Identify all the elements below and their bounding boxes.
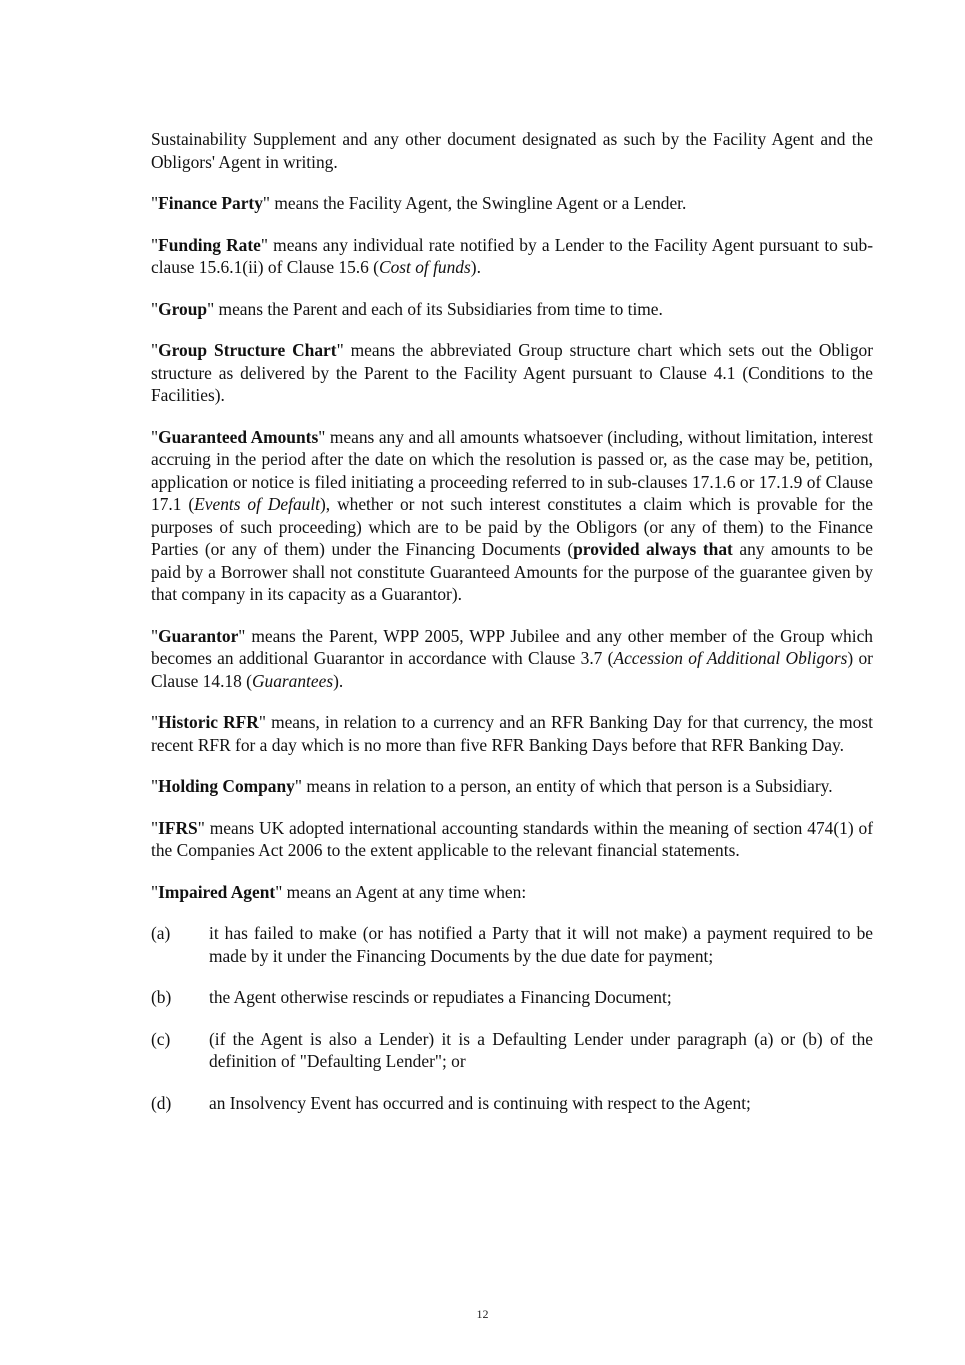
item-label: (b) (151, 987, 172, 1007)
definition-guarantor: "Guarantor" means the Parent, WPP 2005, WPP Jubilee and any other member of the Group which becomes an additional Guarantor in accordance with Clause 3.7 (Accession of Additional Obligors) or Clause 14.18 (Guarantees). (151, 625, 873, 691)
document-page (151, 128, 873, 1133)
term: Group (158, 298, 208, 319)
item-text: an Insolvency Event has occurred and is continuing with respect to the Agent; (209, 1092, 751, 1113)
page-number: 12 (476, 1307, 489, 1321)
term: Historic RFR (158, 712, 259, 732)
item-text: (if the Agent is also a Lender) it is a Defaulting Lender under paragraph (a) or (b) of the definition of "Defaulting Lender"; or (209, 1028, 873, 1071)
definition-finance-party: "Finance Party" means the Facility Agent, the Swingline Agent or a Lender. (151, 193, 687, 213)
continuation-paragraph: Sustainability Supplement and any other document designated as such by the Facility Agent and the Obligors' Agent in writing. (151, 129, 873, 172)
definition-historic-rfr: "Historic RFR" means, in relation to a currency and an RFR Banking Day for that currency, the most recent RFR for a day which is no more than five RFR Banking Days before that RFR Banking Day. (151, 712, 873, 755)
item-label: (d) (151, 1092, 172, 1113)
definition-holding-company: "Holding Company" means in relation to a person, an entity of which that person is a Subsidiary. (151, 776, 833, 796)
term: Finance Party (158, 193, 263, 213)
term: IFRS (158, 817, 198, 838)
item-text: the Agent otherwise rescinds or repudiates a Financing Document; (209, 987, 672, 1007)
definition-group: "Group" means the Parent and each of its Subsidiaries from time to time. (151, 298, 663, 319)
list-item-a (151, 922, 873, 967)
definition-impaired-agent: "Impaired Agent" means an Agent at any time when: (151, 881, 527, 902)
term: Group Structure Chart (158, 340, 337, 360)
item-label: (a) (151, 923, 171, 943)
definition-funding-rate: "Funding Rate" means any individual rate notified by a Lender to the Facility Agent pursuant to sub-clause 15.6.1(ii) of Clause 15.6 (Cost of funds). (151, 234, 873, 277)
item-text: it has failed to make (or has notified a Party that it will not make) a payment required to be made by it under the Financing Documents by the due date for payment; (209, 923, 873, 966)
term: Impaired Agent (158, 881, 276, 902)
definition-guaranteed-amounts: "Guaranteed Amounts" means any and all amounts whatsoever (including, without limitation, interest accruing in the period after the date on which the resolution is passed or, as the case may be, petition, application or notice is filed initiating a proceeding referred to in sub-clauses 17.1.6 or 17.1.9 of Clause 17.1 (Events of Default), whether or not such interest constitutes a claim which is provable for the purposes of such proceeding) which are to be paid by the Obligors (or any of them) to the Finance Parties (or any of them) under the Financing Documents (provided always that any amounts to be paid by a Borrower shall not constitute Guaranteed Amounts for the purpose of the guarantee given by that company in its capacity as a Guarantor). (151, 426, 874, 604)
term: Guarantor (158, 625, 239, 646)
list-item-c (151, 1028, 873, 1073)
definition-group-structure-chart: "Group Structure Chart" means the abbreviated Group structure chart which sets out the Obligor structure as delivered by the Parent to the Facility Agent pursuant to Clause 4.1 (Conditions to the Facilities). (151, 340, 873, 405)
list-item-d (151, 1092, 873, 1115)
term: Holding Company (158, 776, 295, 796)
term: Guaranteed Amounts (158, 426, 319, 447)
definition-ifrs: "IFRS" means UK adopted international accounting standards within the meaning of section 474(1) of the Companies Act 2006 to the extent applicable to the relevant financial statements. (151, 817, 873, 860)
item-label: (c) (151, 1028, 171, 1049)
list-item-b (151, 986, 873, 1009)
term: Funding Rate (158, 234, 261, 255)
